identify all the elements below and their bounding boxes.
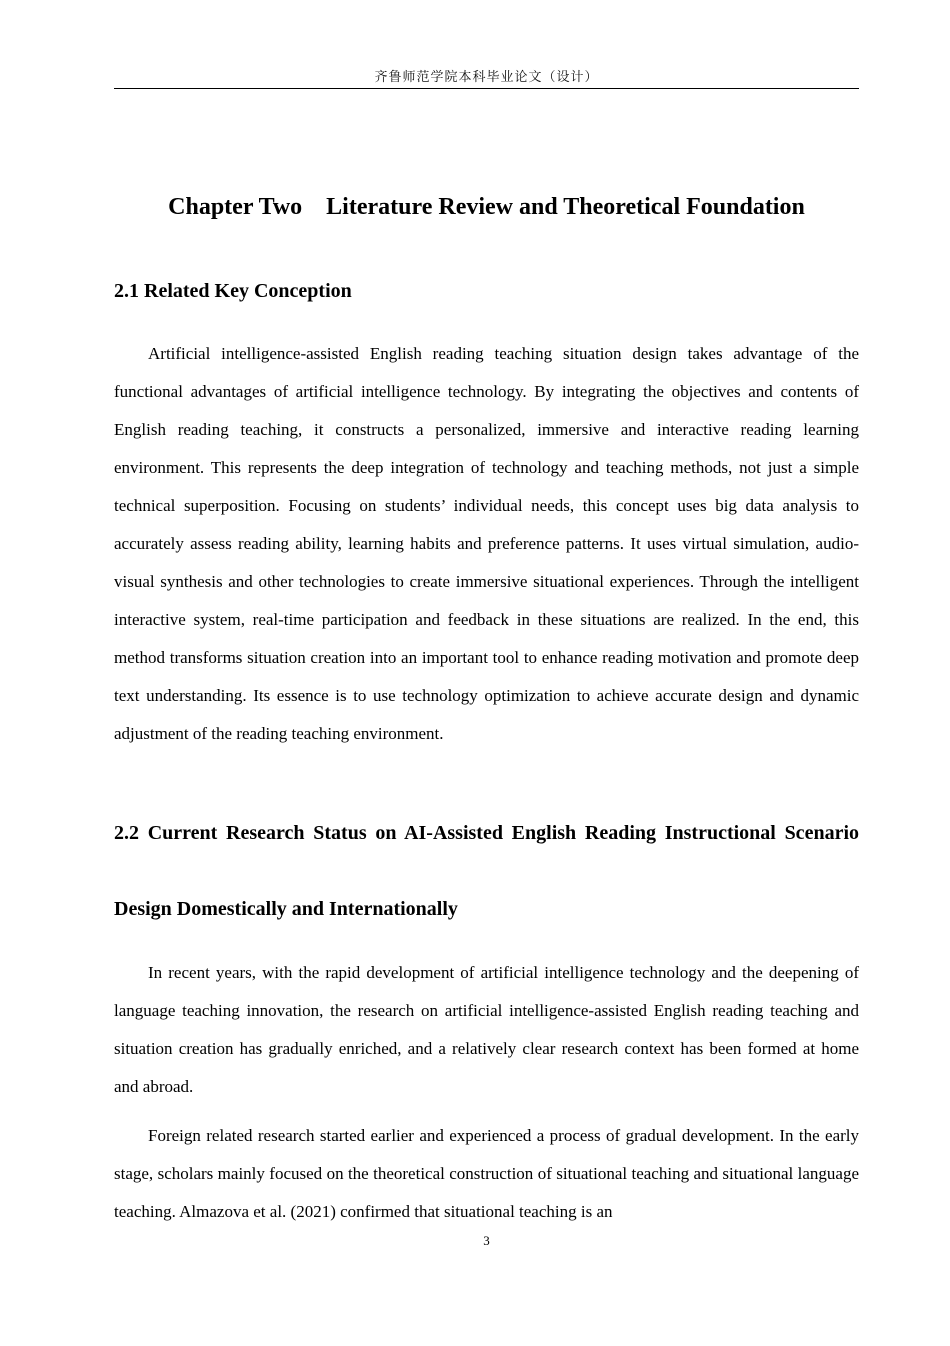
chapter-title: Chapter Two Literature Review and Theoretical Foundation — [168, 194, 805, 220]
section-heading-2-2: 2.2 Current Research Status on AI-Assisted English Reading Instructional Scenario Design Domestically and Internationally — [114, 822, 859, 920]
header-rule — [114, 88, 859, 89]
page-number: 3 — [483, 1233, 490, 1248]
paragraph-2-1-1: Artificial intelligence-assisted English reading teaching situation design takes advantage of the functional advantages of artificial intelligence technology. By integrating the objectives and contents of English reading teaching, it constructs a personalized, immersive and interactive reading learning environment. This represents the deep integration of technology and teaching methods, not just a simple technical superposition. Focusing on students’ individual needs, this concept uses big data analysis to accurately assess reading ability, learning habits and preference patterns. It uses virtual simulation, audio-visual synthesis and other technologies to create immersive situational experiences. Through the intelligent interactive system, real-time participation and feedback in these situations are realized. In the end, this method transforms situation creation into an important tool to enhance reading motivation and promote deep text understanding. Its essence is to use technology optimization to achieve accurate design and dynamic adjustment of the reading teaching environment. — [114, 344, 859, 743]
section-heading-2-1: 2.1 Related Key Conception — [114, 280, 352, 302]
running-header: 齐鲁师范学院本科毕业论文（设计） — [374, 70, 599, 85]
paragraph-2-2-1: In recent years, with the rapid development of artificial intelligence technology and the deepening of language teaching innovation, the research on artificial intelligence-assisted English reading teaching and situation creation has gradually enriched, and a relatively clear research context has been formed at home and abroad. — [114, 963, 859, 1096]
paragraph-2-2-2: Foreign related research started earlier and experienced a process of gradual development. In the early stage, scholars mainly focused on the theoretical construction of situational teaching and situational language teaching. Almazova et al. (2021) confirmed that situational teaching is an — [114, 1126, 859, 1221]
